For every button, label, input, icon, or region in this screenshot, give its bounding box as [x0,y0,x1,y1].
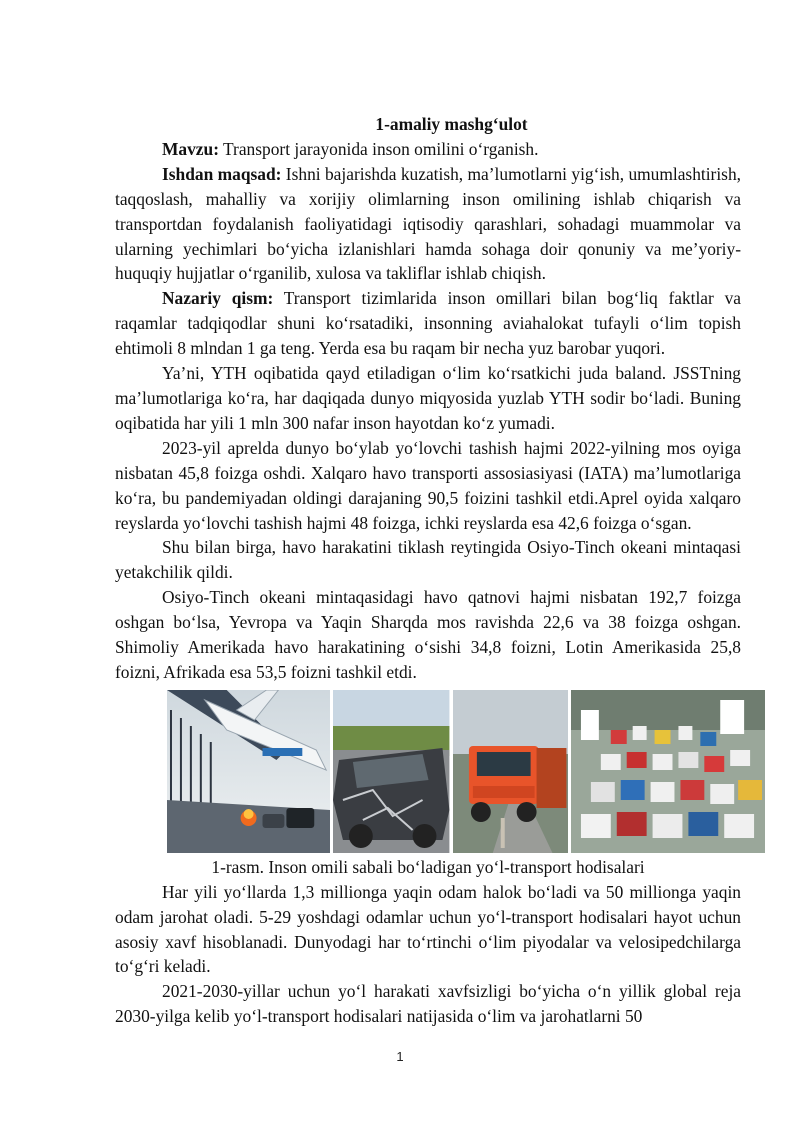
goal-paragraph [115,162,741,287]
goal-label: Ishdan maqsad: [162,163,282,184]
theory-label: Nazariy qism: [162,288,274,309]
body-paragraph: Har yili yo‘llarda 1,3 millionga yaqin odam halok bo‘ladi va 50 millionga yaqin odam jarohat oladi. 5-29 yoshdagi odamlar uchun yo‘l-transport hodisalari hayot uchun asosiy xavf hisoblanadi. Dunyodagi har to‘rtinchi o‘lim piyodalar va velosipedchilarga to‘g‘ri keladi. [115,881,741,977]
body-paragraph: 2023-yil aprelda dunyo bo‘ylab yo‘lovchi tashish hajmi 2022-yilning mos oyiga nisbatan 45,8 foizga oshdi. Xalqaro havo transporti assosiasiyasi (IATA) ma’lumotlariga ko‘ra, bu pandemiyadan oldingi darajaning 90,5 foizini tashkil etdi.Aprel oyida xalqaro reyslarda yo‘lovchi tashish hajmi 48 foizga, ichki reyslarda esa 42,6 foizga o‘sgan. [115,437,741,533]
traffic-jam-photo [571,690,765,853]
plane-crash-photo [167,690,330,853]
page-content [115,112,741,1029]
page-title: 1-amaliy mashg‘ulot [375,114,528,134]
page-number: 1 [396,1049,404,1064]
theory-text: Transport tizimlarida inson omillari bilan bog‘liq faktlar va raqamlar tadqiqodlar shuni ko‘rsatadiki, insonning aviahalokat tufayli o‘lim topish ehtimoli 8 mlndan 1 ga teng. Yerda esa bu raqam bir necha yuz barobar yuqori. [115,288,742,359]
truck-accident-photo [453,690,568,853]
topic-text: Transport jarayonida inson omilini o‘rganish. [219,138,539,159]
crashed-car-photo [333,690,449,853]
body-paragraph: Osiyo-Tinch okeani mintaqasidagi havo qatnovi hajmi nisbatan 192,7 foizga oshgan bo‘lsa, Yevropa va Yaqin Sharqda mos ravishda 22,6 va 38 foizga oshgan. Shimoliy Amerikada havo harakatining o‘sishi 34,8 foizni, Lotin Amerikasida 25,8 foizni, Afrikada esa 53,5 foizni tashkil etdi. [115,587,741,682]
topic-paragraph [115,137,741,162]
body-paragraph: Shu bilan birga, havo harakatini tiklash reytingida Osiyo-Tinch okeani mintaqasi yetakchilik qildi. [115,537,741,583]
accident-photo-strip [167,690,765,853]
theory-paragraph [115,286,741,361]
goal-text: Ishni bajarishda kuzatish, ma’lumotlarni yig‘ish, umumlashtirish, taqqoslash, mahalliy va xorijiy olimlarning inson omilining ishlab chiqarish va transportdan foydalanish faoliyatidagi iqtisodiy qarashlari, sohadagi muammolar va ularning yechimlari bo‘yicha izlanishlari hamda sohaga doir qonuniy va me’yoriy-huquqiy hujjatlar o‘rganilib, xulosa va takliflar ishlab chiqish. [115,163,741,284]
topic-label: Mavzu: [162,138,219,159]
body-paragraph: 2021-2030-yillar uchun yo‘l harakati xavfsizligi bo‘yicha o‘n yillik global reja 2030-yilga kelib yo‘l-transport hodisalari natijasida o‘lim va jarohatlarni 50 [115,981,741,1027]
figure-caption: 1-rasm. Inson omili sabali bo‘ladigan yo‘l-transport hodisalari [211,856,645,877]
body-paragraph: Ya’ni, YTH oqibatida qayd etiladigan o‘lim ko‘rsatkichi juda baland. JSSTning ma’lumotlariga ko‘ra, har daqiqada dunyo miqyosida yuzlab YTH sodir bo‘ladi. Buning oqibatida har yili 1 mln 300 nafar inson hayotdan ko‘z yumadi. [115,363,741,433]
